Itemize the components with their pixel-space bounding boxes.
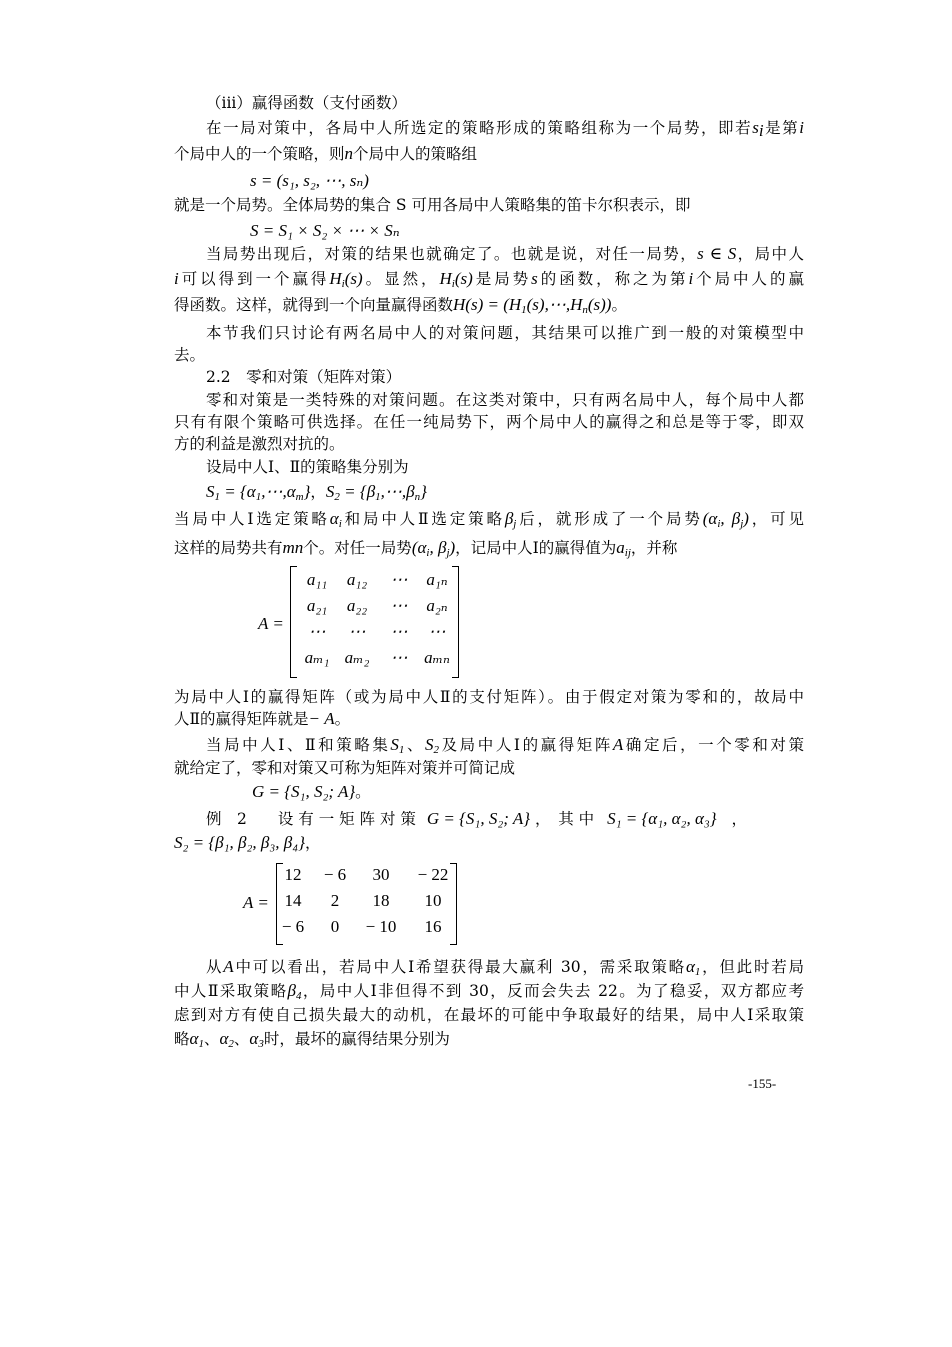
text: 个局中人的策略组: [353, 145, 478, 163]
section-heading-2-2: 2.2 零和对策（矩阵对策）: [206, 368, 402, 386]
text: 可以得到一个赢得: [178, 270, 330, 288]
text: ，局中人: [736, 245, 804, 263]
text: 中人Ⅱ采取策略: [174, 982, 288, 1000]
text: ，但此时若局: [700, 958, 804, 976]
paragraph-line: 本节我们只讨论有两名局中人的对策问题，其结果可以推广到一般的对策模型中: [206, 324, 804, 342]
text: ，: [305, 834, 321, 852]
paragraph-line: 就是一个局势。全体局势的集合 S 可用各局中人策略集的笛卡尔积表示，即: [174, 196, 691, 214]
paragraph-line: 得函数。这样，就得到一个向量赢得函数$H(s) = (H_1(s),\cdots,H_n(s))$。: [174, 295, 627, 316]
matrix-cell: 18: [372, 891, 390, 910]
text: 中可以看出，若局中人Ⅰ希望获得最大赢利 30，需采取策略: [233, 958, 686, 976]
paragraph-line: [174, 708, 804, 730]
paragraph-line: 中人Ⅱ采取策略$\beta_4$，局中人Ⅰ非但得不到 30，反而会失去 22。为了稳妥，双方都应考: [174, 981, 804, 1002]
matrix-cell: a₂₁: [306, 596, 328, 615]
math-S2: S₂ = {β₁, β₂, β₃, β₄}: [174, 833, 305, 852]
equation-strategy-sets: $S_1$ = $\{\alpha_1,\cdots,\alpha_m\}$，$S_2$ = $\{\beta_1,\cdots,\beta_n\}$: [206, 482, 427, 503]
paragraph-line: i可以得到一个赢得$H_i(s)$。显然，$H_i(s)$是局势s的函数，称之为第i个局中人的赢: [174, 269, 804, 290]
matrix-cell: 10: [424, 891, 442, 910]
matrix-cell: aₘ₁: [304, 648, 330, 667]
math-sub: i: [341, 278, 345, 290]
matrix-cell: a₂₂: [346, 596, 368, 615]
matrix-cell: a₁₁: [306, 570, 328, 589]
text: ， 其 中: [534, 810, 595, 828]
matrix-cell: − 10: [365, 917, 397, 936]
text: 得函数。这样，就得到一个向量赢得函数: [174, 296, 454, 314]
text: 当局中人Ⅰ选定策略: [174, 510, 330, 528]
paragraph-line: 就给定了，零和对策又可称为矩阵对策并可简记成: [174, 759, 516, 777]
math-s-in-S: s ∈ S: [697, 244, 737, 263]
text: 从: [206, 958, 224, 976]
text: 。: [611, 296, 627, 314]
math-n: n: [344, 144, 354, 163]
matrix-cell: ⋯: [390, 596, 408, 615]
matrix-cell: a₁ₙ: [426, 570, 448, 589]
text: 确定后，一个零和对策: [623, 736, 804, 754]
example-line: [174, 832, 804, 854]
text: 的函数，称之为第: [537, 270, 689, 288]
text: 是第: [763, 119, 800, 137]
paragraph-line: [206, 243, 804, 265]
math-neg-A: − A: [308, 709, 335, 728]
paragraph-line: 零和对策是一类特殊的对策问题。在这类对策中，只有两名局中人，每个局中人都: [206, 391, 804, 409]
math-sub: i: [758, 121, 764, 140]
text: 当局势出现后，对策的结果也就确定了。也就是说，对任一局势，: [206, 245, 698, 263]
text: 在一局对策中，各局中人所选定的策略形成的策略组称为一个局势，即若: [206, 119, 753, 137]
paragraph-line: 从A中可以看出，若局中人Ⅰ希望获得最大赢利 30，需采取策略$\alpha_1$，但此时若局: [206, 957, 804, 978]
text: ，可见: [748, 510, 804, 528]
text: 这样的局势共有: [174, 539, 283, 557]
math-S1: S₁ = {α₁, α₂, α₃}: [607, 809, 717, 828]
matrix-cell: 30: [372, 865, 390, 884]
math-G: G = {S₁, S₂; A}: [426, 809, 531, 828]
text: 当局中人Ⅰ、Ⅱ和策略集: [206, 736, 391, 754]
text: ，局中人Ⅰ非但得不到 30，反而会失去 22。为了稳妥，双方都应考: [301, 982, 804, 1000]
equation-cartesian-product: S = S₁ × S₂ × ⋯ × Sₙ: [250, 221, 400, 240]
paragraph-line: 为局中人Ⅰ的赢得矩阵（或为局中人Ⅱ的支付矩阵）。由于假定对策为零和的，故局中: [174, 688, 804, 706]
matrix-cell: 14: [284, 891, 302, 910]
text: 略: [174, 1030, 190, 1048]
matrix-cell: − 6: [281, 917, 305, 936]
matrix-cell: − 22: [417, 865, 449, 884]
matrix-cell: ⋯: [390, 622, 408, 641]
text: 及局中人Ⅰ的赢得矩阵: [439, 736, 613, 754]
text: 。显然，: [362, 270, 440, 288]
text: 个局中人的赢: [693, 270, 804, 288]
text: 。: [334, 710, 351, 728]
math-A: A: [223, 957, 234, 976]
math-i: i: [688, 269, 694, 288]
math-G: G = {S₁, S₂; A}: [252, 782, 356, 801]
matrix-cell: − 6: [323, 865, 347, 884]
matrix-cell: a₂ₙ: [426, 596, 448, 615]
matrix-cell: ⋯: [390, 648, 408, 667]
paragraph-line: 当局中人Ⅰ选定策略$\alpha_i$和局中人Ⅱ选定策略$\beta_j$后，就形成了一个局势($\alpha_i$, $\beta_j$)，可见: [174, 509, 804, 530]
paragraph-line: 虑到对方有使自己损失最大的动机，在最坏的可能中争取最好的结果，局中人Ⅰ采取策: [174, 1006, 804, 1024]
matrix-cell: ⋯: [390, 570, 408, 589]
matrix-cell: 0: [330, 917, 340, 936]
text: 个局中人的一个策略，则: [174, 145, 345, 163]
text: 和局中人Ⅱ选定策略: [341, 510, 505, 528]
section-heading-iii: （iii）赢得函数（支付函数）: [206, 94, 407, 112]
matrix-cell: aₘ₂: [344, 648, 370, 667]
paragraph-line: [174, 143, 804, 165]
math-i: i: [174, 269, 179, 288]
text: ，并称: [630, 539, 678, 557]
paragraph-line: 设局中人Ⅰ、Ⅱ的策略集分别为: [206, 458, 409, 476]
paragraph-line: 只有有限个策略可供选择。在任一纯局势下，两个局中人的赢得之和总是等于零，即双: [174, 413, 804, 431]
matrix-cell: 2: [330, 891, 340, 910]
text: 是局势: [472, 270, 532, 288]
paragraph-line: 略$\alpha_1$、$\alpha_2$、$\alpha_3$时，最坏的赢得结果分别为: [174, 1029, 450, 1050]
text: 人Ⅱ的赢得矩阵就是: [174, 710, 309, 728]
paragraph-line: 当局中人Ⅰ、Ⅱ和策略集$S_1$、$S_2$及局中人Ⅰ的赢得矩阵A确定后，一个零和对策: [206, 735, 804, 756]
math-s: s: [531, 269, 538, 288]
math-sub: i: [451, 278, 455, 290]
text: 后，就形成了一个局势: [516, 510, 703, 528]
page-number: -155-: [748, 1076, 777, 1091]
text: 时，最坏的赢得结果分别为: [263, 1030, 450, 1048]
equation-game-G: [252, 780, 371, 804]
paragraph-line: [206, 117, 804, 139]
paragraph-line: 去。: [174, 346, 206, 364]
text: 、: [404, 736, 426, 754]
matrix-cell: aₘₙ: [424, 648, 450, 667]
matrix-cell: ⋯: [428, 622, 446, 641]
matrix-cell: 16: [424, 917, 442, 936]
text: 。: [355, 783, 371, 801]
math-A: A: [612, 735, 624, 754]
matrix-cell: ⋯: [348, 622, 366, 641]
matrix-cell: ⋯: [308, 622, 326, 641]
text: ，: [731, 810, 748, 828]
text: 个。对任一局势: [303, 539, 412, 557]
math-s: s: [752, 118, 759, 137]
math-i: i: [799, 118, 804, 137]
paragraph-line: 方的利益是激烈对抗的。: [174, 435, 345, 453]
matrix-cell: a₁₂: [346, 570, 368, 589]
matrix-cell: 12: [284, 865, 302, 884]
math-mn: mn: [282, 538, 304, 557]
text: ，记局中人Ⅰ的赢得值为: [455, 539, 617, 557]
equation-strategy-profile: s = (s₁, s₂, ⋯, sₙ): [250, 171, 369, 190]
example-line: [206, 808, 804, 830]
matrix-label: A =: [258, 614, 284, 633]
paragraph-line: 这样的局势共有mn个。对任一局势($\alpha_i$, $\beta_j$)，记局中人Ⅰ的赢得值为$a_{ij}$，并称: [174, 538, 678, 559]
matrix-label: A =: [243, 893, 269, 912]
example-label: 例 2 设 有 一 矩 阵 对 策: [206, 810, 416, 828]
